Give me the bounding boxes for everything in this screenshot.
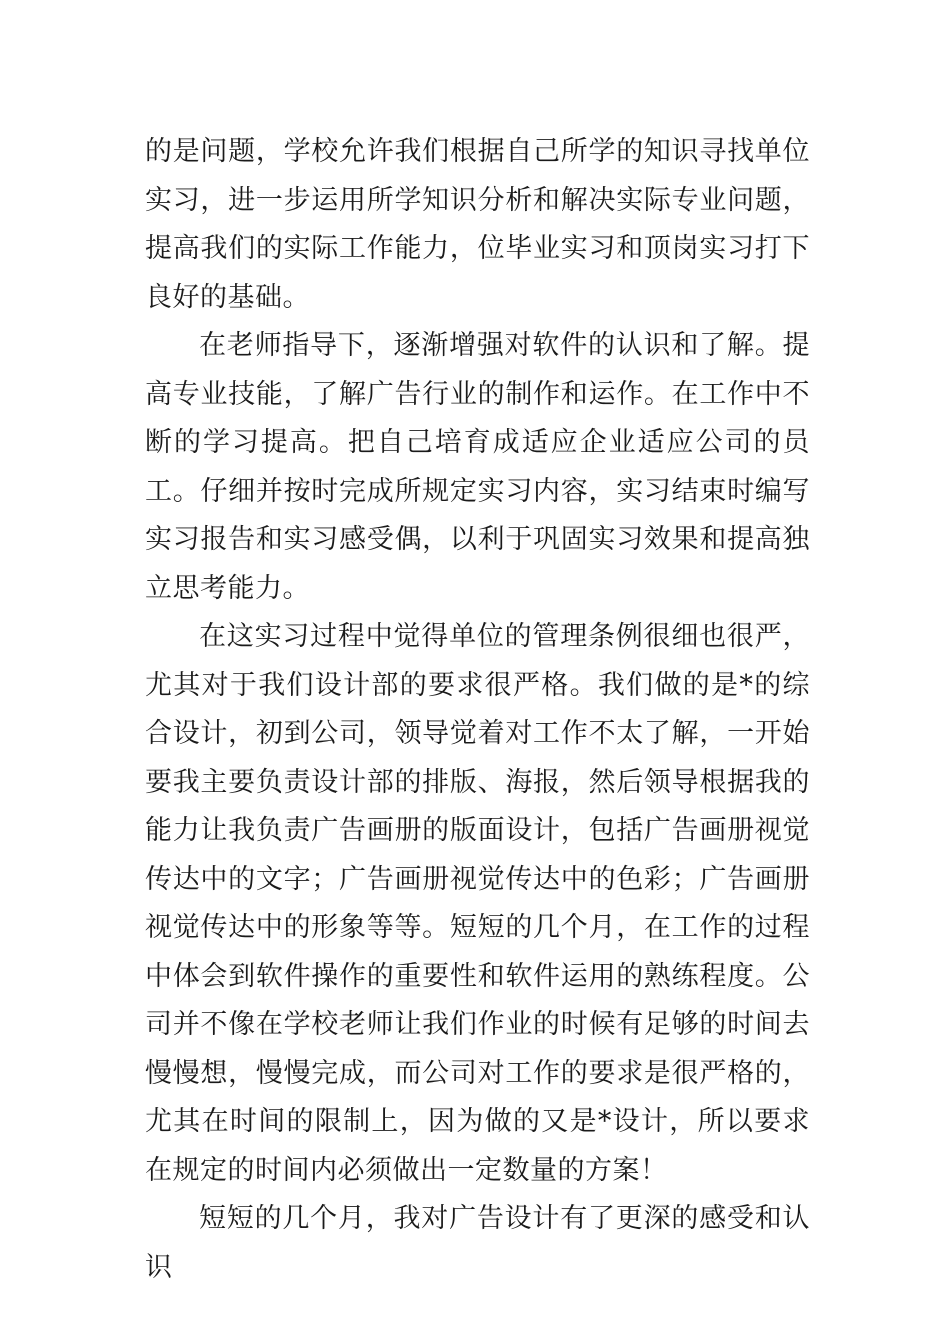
paragraph-1: 的是问题，学校允许我们根据自己所学的知识寻找单位实习，进一步运用所学知识分析和解决实际专业问题，提高我们的实际工作能力，位毕业实习和顶岗实习打下良好的基础。 (145, 136, 810, 313)
paragraph-2: 在老师指导下，逐渐增强对软件的认识和了解。提高专业技能，了解广告行业的制作和运作。在工作中不断的学习提高。把自己培育成适应企业适应公司的员工。仔细并按时完成所规定实习内容，实习结束时编写实习报告和实习感受偶，以利于巩固实习效果和提高独立思考能力。 (145, 330, 810, 604)
paragraph-3: 在这实习过程中觉得单位的管理条例很细也很严，尤其对于我们设计部的要求很严格。我们做的是*的综合设计，初到公司，领导觉着对工作不太了解，一开始要我主要负责设计部的排版、海报，然后领导根据我的能力让我负责广告画册的版面设计，包括广告画册视觉传达中的文字；广告画册视觉传达中的色彩；广告画册视觉传达中的形象等等。短短的几个月，在工作的过程中体会到软件操作的重要性和软件运用的熟练程度。公司并不像在学校老师让我们作业的时候有足够的时间去慢慢想，慢慢完成，而公司对工作的要求是很严格的，尤其在时间的限制上，因为做的又是*设计，所以要求在规定的时间内必须做出一定数量的方案！ (145, 621, 810, 1186)
paragraph-4: 短短的几个月，我对广告设计有了更深的感受和认识 (145, 1203, 810, 1283)
document-body (145, 128, 810, 1292)
